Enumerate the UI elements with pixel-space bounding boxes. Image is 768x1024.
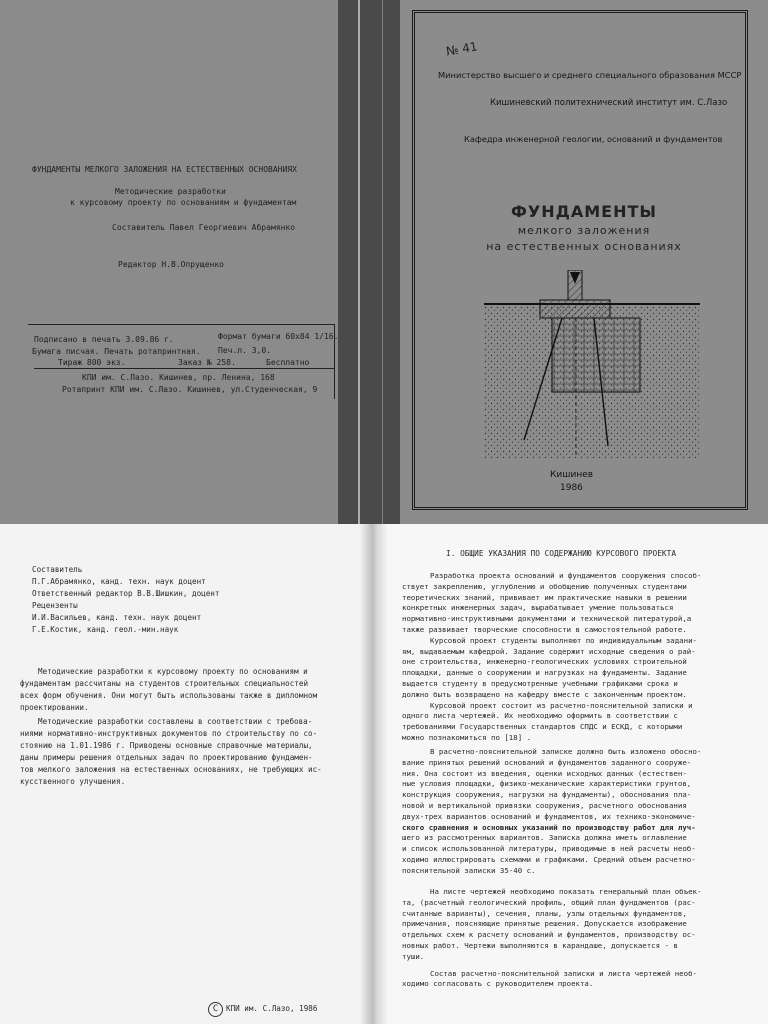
- right-block-1: [402, 570, 701, 743]
- left-paragraph-1: [20, 666, 317, 714]
- copyright-icon: C: [208, 1002, 223, 1017]
- text-line: площадки, данные о сооружении и нагрузках на фундаменты. Задание: [402, 668, 687, 678]
- credit-line: Рецензенты: [32, 601, 78, 610]
- left-page: [0, 524, 372, 1024]
- cover-year: 1986: [560, 483, 583, 493]
- credit-line: П.Г.Абрамянко, канд. техн. наук доцент: [32, 577, 206, 586]
- copyright-line: КПИ им. С.Лазо, 1986: [226, 1004, 318, 1013]
- text-line: и список использованной литературы, приводимые в ней расчеты необ-: [402, 844, 696, 854]
- text-line: новных работ. Чертежи выполняются в карандаше, допускается - в: [402, 940, 678, 950]
- text-line: шего из рассмотренных вариантов. Записка должна иметь оглавление: [402, 833, 687, 843]
- ministry-line: Министерство высшего и среднего специального образования МССР: [438, 70, 742, 80]
- imprint-signed: Подписано в печать 3.09.86 г.: [34, 335, 174, 344]
- text-line: Состав расчетно-пояснительной записки и листа чертежей необ-: [430, 968, 697, 978]
- text-line: ского сравнения и основных указаний по производству работ для луч-: [402, 822, 696, 832]
- imprint-run: Тираж 800 экз.: [58, 358, 126, 367]
- text-line: считанные варианты), сечения, планы, узлы отдельных фундаментов,: [402, 908, 687, 918]
- credit-line: Ответственный редактор В.В.Шишкин, доцент: [32, 589, 220, 598]
- text-line: Курсовой проект студенты выполняют по индивидуальным задани-: [430, 635, 697, 645]
- imprint-format: Формат бумаги 60х84 1/16.: [218, 332, 339, 341]
- text-line: проектировании.: [20, 703, 89, 712]
- credit-line: Г.Е.Костик, канд. геол.-мин.наук: [32, 625, 179, 634]
- foundation-illustration: [484, 270, 700, 458]
- text-line: ные условия площадки, физико-механические характеристики грунтов,: [402, 779, 692, 789]
- back-cover: [0, 0, 338, 524]
- text-line: Курсовой проект состоит из расчетно-пояснительной записки и: [430, 700, 693, 710]
- cover-title-line3: на естественных основаниях: [486, 240, 682, 253]
- text-line: новой и вертикальной привязки сооружения, расчетного обоснования: [402, 800, 687, 810]
- text-line: оне строительства, инженерно-геологических условиях строительной: [402, 657, 687, 667]
- text-line: В расчетно-пояснительной записке должно быть изложено обосно-: [430, 747, 702, 756]
- text-line: требованиями Государственных стандартов СПДС и ЕСКД, с которыми: [402, 722, 683, 732]
- right-block-3: [402, 886, 701, 989]
- text-line: нормативно-инструктивными документами и технической литературой,а: [402, 614, 692, 624]
- stamp-number: № 41: [445, 39, 479, 59]
- text-line: Методические разработки составлены в соответствии с требова-: [38, 717, 313, 726]
- left-paragraph-2: [20, 716, 322, 788]
- page-gutter: [360, 524, 388, 1024]
- back-cover-compiler: Составитель Павел Георгиевич Абрамянко: [112, 223, 296, 232]
- text-line: должно быть возвращено на кафедру вместе с законченным проектом.: [402, 689, 687, 699]
- cover-title-line1: ФУНДАМЕНТЫ: [511, 202, 657, 221]
- text-line: вание принятых решений оснований и фундаментов заданного сооруже-: [402, 757, 692, 767]
- text-line: примечания, поясняющие принятые решения. Допускается изображение: [402, 919, 687, 929]
- text-line: ходимо согласовать с руководителем проекта.: [402, 979, 594, 989]
- text-line: тов мелкого заложения на естественных основаниях, не требующих ис-: [20, 765, 322, 774]
- text-line: фундаментам рассчитаны на студентов строительных специальностей: [20, 679, 309, 688]
- credits-block: [32, 564, 219, 636]
- text-line: туши.: [402, 951, 425, 961]
- text-line: ходимо иллюстрировать схемами и графиками. Средний объем расчетно-: [402, 854, 696, 864]
- text-line: всех форм обучения. Они могут быть использованы также в дипломном: [20, 691, 318, 700]
- imprint-publisher: КПИ им. С.Лазо. Кишинев, пр. Ленина, 168: [82, 373, 275, 382]
- imprint-divider: [34, 368, 334, 369]
- credit-line: И.И.Васильев, канд. техн. наук доцент: [32, 613, 202, 622]
- text-line: кусственного улучшения.: [20, 777, 126, 786]
- text-line: одного листа чертежей. Их необходимо оформить в соответствии с: [402, 711, 678, 721]
- imprint-price: Бесплатно: [266, 358, 310, 367]
- back-cover-subtitle-2: к курсовому проекту по основаниям и фундаментам: [70, 198, 297, 207]
- back-cover-subtitle-1: Методические разработки: [115, 187, 226, 196]
- text-line: также развивает творческие способности в самостоятельной работе.: [402, 624, 687, 634]
- right-block-2: [402, 746, 701, 876]
- text-line: даны примеры решения отдельных задач по проектированию фундамен-: [20, 753, 313, 762]
- text-line: Разработка проекта оснований и фундаментов сооружения способ-: [430, 571, 702, 580]
- cover-title-line2: мелкого заложения: [517, 224, 651, 237]
- imprint-sheets: Печ.л. 3,0.: [218, 346, 271, 355]
- imprint-printer: Ротапринт КПИ им. С.Лазо. Кишинев, ул.Студенческая, 9: [62, 385, 318, 394]
- credit-line: Составитель: [32, 565, 83, 574]
- front-cover: [400, 0, 768, 524]
- section-heading: I. ОБЩИЕ УКАЗАНИЯ ПО СОДЕРЖАНИЮ КУРСОВОГО ПРОЕКТА: [446, 549, 677, 558]
- imprint-paper: Бумага писчая. Печать ротапринтная.: [32, 347, 201, 356]
- text-line: ниями нормативно-инструктивных документов по строительству по со-: [20, 729, 318, 738]
- text-line: пояснительной записки 35-40 с.: [402, 865, 536, 875]
- text-line: На листе чертежей необходимо показать генеральный план объек-: [430, 887, 702, 896]
- text-line: та, (расчетный геологический профиль, общий план фундаментов (рас-: [402, 897, 696, 907]
- spine-edge: [382, 0, 383, 524]
- spine-edge: [358, 0, 360, 524]
- book-spine: [338, 0, 400, 524]
- text-line: теоретических знаний, прививает им практические навыки в решении: [402, 592, 687, 602]
- text-line: двух-трех вариантов оснований и фундаментов, их технико-экономиче-: [402, 811, 696, 821]
- text-line: выдается студенту в предусмотренные учебными графиками срока и: [402, 678, 678, 688]
- text-line: стоянию на 1.01.1986 г. Приводены основные справочные материалы,: [20, 741, 313, 750]
- department-line: Кафедра инженерной геологии, оснований и фундаментов: [464, 134, 723, 144]
- back-cover-title: ФУНДАМЕНТЫ МЕЛКОГО ЗАЛОЖЕНИЯ НА ЕСТЕСТВЕННЫХ ОСНОВАНИЯХ: [32, 165, 297, 174]
- text-line: ствует закреплению, углублению и обобщению полученных студентами: [402, 581, 687, 591]
- text-line: конструкция сооружения, нагрузки на фундаменты), обоснования пла-: [402, 790, 692, 800]
- text-line: можно познакомиться по [18] .: [402, 732, 532, 742]
- text-line: ния. Она состоит из введения, оценки исходных данных (естествен-: [402, 768, 687, 778]
- text-line: отдельных схем к расчету оснований и фундаментов, производству ос-: [402, 930, 696, 940]
- cover-city: Кишинев: [550, 470, 594, 480]
- imprint-order: Заказ № 258.: [178, 358, 236, 367]
- text-line: Методические разработки к курсовому проекту по основаниям и: [38, 667, 308, 676]
- text-line: конкретных инженерных задач, вырабатывает умение пользоваться: [402, 603, 674, 613]
- right-page: [372, 524, 768, 1024]
- institute-line: Кишиневский политехнический институт им. С.Лазо: [490, 98, 728, 108]
- back-cover-editor: Редактор Н.В.Опрущенко: [118, 260, 224, 269]
- text-line: ям, выдаваемым кафедрой. Задание содержит исходные сведения о рай-: [402, 646, 696, 656]
